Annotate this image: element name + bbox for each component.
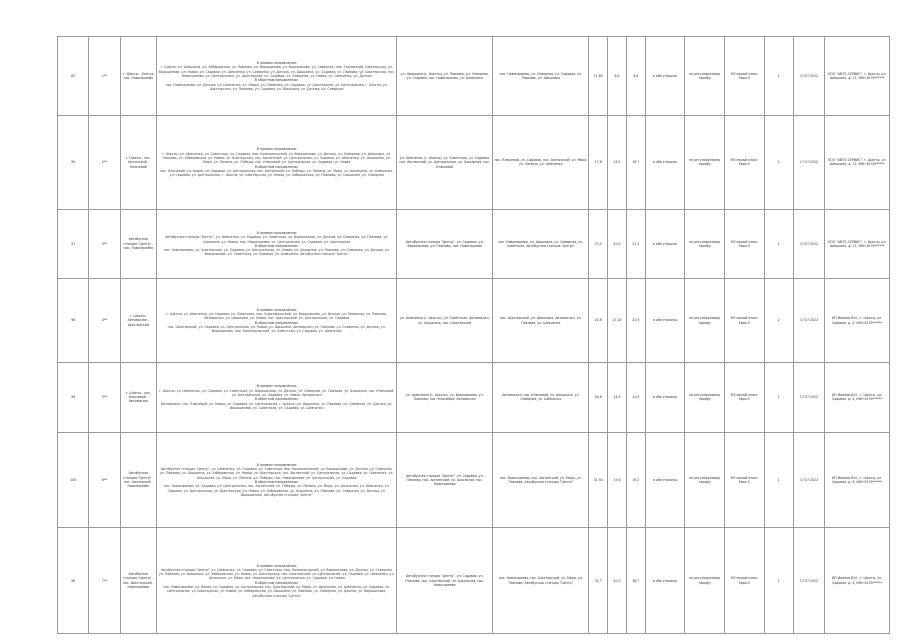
boarding-order: в обе стороны: [645, 528, 685, 634]
length-km: 11,60: [589, 37, 608, 116]
stops-direct: Автобусная станция "Центр", ул. Садовая, ул. Павлова, пос. Шахтерский, ул. Школьная, пос. Новогиреево: [397, 528, 493, 634]
vehicle-qty: 1: [764, 116, 793, 210]
route-reverse-header: В обратном направлении:: [254, 580, 299, 585]
carrier-info: ИП Иванов И.И., г. Шахты, ул. Садовая, д. 4, ИНН 6155******: [825, 528, 890, 634]
route-direct-header: В прямом направлении:: [256, 384, 297, 389]
fare-type: по регулируемому тарифу: [685, 528, 725, 634]
route-direct-text: Автобусная станция "Центр", ул. Шевченко, ул. Садовая, ул. Советская, ул. Ворошилова, ул. Дачная, ул. Северная, ул. Павлова, ул. Шишкина, ул. Новая, пос. Новогиреево: ул. Центральная, ул. Садовая, ул. Шахтерская: [165, 235, 389, 244]
route-id: 5**: [89, 363, 120, 433]
table-row: [58, 432, 890, 528]
table-row: [58, 279, 890, 363]
table-row: [58, 209, 890, 279]
length-km-3: 19,2: [626, 432, 645, 528]
length-km: 31,94: [589, 432, 608, 528]
route-id: 6**: [89, 432, 120, 528]
vehicle-class: М3 малый класс Евро-5: [724, 432, 764, 528]
table-row: [58, 363, 890, 433]
route-direct-text: г. Шахты: ул. Шевченко, ул. Садовая, ул. Советская, пер. Комсомольский, ул. Ворошилова, ул. Дачная, ул. Северная, ул. Павлова, Автовокзал, ул. Шишкина, ул. Новая, пос. Шахтерский: ул. Центральная, ул. Садовая: [166, 311, 387, 321]
route-name: г. Шахты - пос. Аютинский - Ключевой: [120, 116, 157, 210]
route-description: [157, 116, 397, 210]
route-description: [157, 432, 397, 528]
length-km: 23,5: [589, 209, 608, 279]
route-direct-header: В прямом направлении:: [256, 307, 297, 312]
start-date: 17.07.2022: [793, 279, 824, 363]
route-direct-header: В прямом направлении:: [256, 61, 297, 66]
route-direct-header: В прямом направлении:: [256, 147, 297, 152]
boarding-order: в обе стороны: [645, 363, 685, 433]
route-direct-text: г. Шахты: ул. Шишкина, ул. Хабаровская, ул. Павлова, ул. Ворошилова, ул. Ворошилова, ул. Северная, пер. Грачевский, Шахтерская, ул. Ворошилова, ул. Новая, ул. Садовая, ул. Шевченко, ул. Северная, ул. Дачная, ул. Шишкина, ул. Садовая, ул. Павлова, ул. Шахтерская, пос. Новогиреево: ул. Центральная, ул. Шахтерская, ул. Садовая, ул. Северная, ул. Новая, ул. Шевченко, ул. Дачная: [158, 65, 395, 78]
start-date: 17.07.2022: [793, 528, 824, 634]
length-km-3: 22,9: [626, 279, 645, 363]
stops-direct: ул. Шевченко (г. Шахты), ул. Ворошилова, ул. Павлова, пос. Ключевой, Автовокзал: [397, 363, 493, 433]
route-reverse-text: пос. Новогиреево: ул. Садовая, ул. Центральная, пос. Аютинский: ул. Победы, ул. Ленина, ул. Мира, ул. Школьная, ул. Шевченко, ул. Садовая, ул. Центральная, ул. Шахтерская, ул. Новая, ул. Хабаровская, ул. Шишкина, ул. Павлова, ул. Северная, ул. Дачная, ул. Ворошилова, Автобусная станция "Центр": [163, 484, 390, 497]
row-number: 98: [58, 279, 89, 363]
vehicle-qty: 1: [764, 209, 793, 279]
carrier-info: ООО "АВТО-СЕРВИС", г. Шахты, ул. Шишкина, д. 12, ИНН 6155******: [825, 116, 890, 210]
route-direct-header: В прямом направлении:: [256, 462, 297, 467]
length-km-3: 21,5: [626, 209, 645, 279]
fare-type: по регулируемому тарифу: [685, 209, 725, 279]
route-reverse-header: В обратном направлении:: [254, 397, 299, 402]
stops-reverse: пос. Ключевой, ул. Садовая, пос. Аютинский, ул. Мира, ул. Ленина, ул. Шевченко: [493, 116, 589, 210]
fare-type: по регулируемому тарифу: [685, 116, 725, 210]
length-km-2: 16,5: [608, 116, 627, 210]
route-reverse-text: пос. Шахтерский: ул. Садовая, ул. Центральная, ул. Новая, ул. Шишкина, Автовокзал, ул. Павлова, ул. Северная, ул. Дачная, ул. Ворошилова, пер. Комсомольский, ул. Советская, ул. Садовая, ул. Шевченко: [167, 324, 386, 334]
length-km: 32,7: [589, 528, 608, 634]
row-number: 95: [58, 116, 89, 210]
route-id: 2**: [89, 116, 120, 210]
carrier-info: ИП Иванов И.И., г. Шахты, ул. Садовая, д. 4, ИНН 6155******: [825, 432, 890, 528]
table-row: [58, 37, 890, 116]
stops-reverse: пос. Новогиреево, пос. Аютинский, ул. Мира, ул. Павлова, Автобусная станция "Центр": [493, 432, 589, 528]
route-description: [157, 209, 397, 279]
boarding-order: в обе стороны: [645, 432, 685, 528]
length-km: 26,6: [589, 363, 608, 433]
route-name: Автобусная станция "Центр" - пос. Новогиреево: [120, 209, 157, 279]
start-date: 17.07.2022: [793, 432, 824, 528]
boarding-order: в обе стороны: [645, 279, 685, 363]
carrier-info: ИП Иванов И.И., г. Шахты, ул. Садовая, д. 4, ИНН 6155******: [825, 279, 890, 363]
route-id: 1**: [89, 37, 120, 116]
vehicle-qty: 1: [764, 432, 793, 528]
vehicle-qty: 1: [764, 528, 793, 634]
carrier-info: ООО "АВТО-СЕРВИС", г. Шахты, ул. Шишкина, д. 12, ИНН 6155******: [825, 209, 890, 279]
route-reverse-text: Автовокзал, пос. Ключевой: ул. Новая, ул. Садовая, ул. Центральная, г. Шахты: ул. Шишкина, ул. Павлова, ул. Северная, ул. Дачная, ул. Ворошилова, ул. Советская, ул. Садовая, ул. Шевченко: [161, 401, 393, 410]
stops-direct: ул. Шевченко (г. Шахты), ул. Советская, ул. Садовая, пос. Аютинский, ул. Центральная, ул. Школьная, пос. Ключевой: [397, 116, 493, 210]
route-name: г. Шахты - пос. Ключевой - Автовокзал: [120, 363, 157, 433]
table-row: [58, 528, 890, 634]
boarding-order: в обе стороны: [645, 209, 685, 279]
row-number: 99: [58, 363, 89, 433]
vehicle-class: М3 малый класс Евро-5: [724, 279, 764, 363]
length-km-2: 19,6: [608, 432, 627, 528]
route-id: 4**: [89, 279, 120, 363]
stops-reverse: пос. Новогиреево, ул. Северная, ул. Садовая, ул. Павлова, ул. Шишкина: [493, 37, 589, 116]
route-direct-text: Автобусная станция "Центр", ул. Шевченко, ул. Садовая, ул. Советская, пер. Комсомольский, ул. Ворошилова, ул. Дачная, ул. Северная, ул. Павлова, ул. Шишкина, ул. Хабаровская, ул. Новая, ул. Шахтерская, пос. Шахтерский: ул. Центральная, ул. Садовая, ул. Шевченко, ул. Школьная, ул. Мира, пос. Новогиреево: ул. Центральная, ул. Садовая, ул. Новая: [158, 567, 395, 581]
fare-type: по регулируемому тарифу: [685, 37, 725, 116]
length-km-3: 9,6: [626, 37, 645, 116]
length-km-2: 8,6: [608, 37, 627, 116]
vehicle-qty: 2: [764, 279, 793, 363]
carrier-info: ООО "АВТО-СЕРВИС", г. Шахты, ул. Шишкина, д. 12, ИНН 6155******: [825, 37, 890, 116]
route-reverse-header: В обратном направлении:: [254, 479, 299, 484]
route-description: [157, 279, 397, 363]
vehicle-class: М3 малый класс Евро-5: [724, 209, 764, 279]
vehicle-qty: 1: [764, 37, 793, 116]
stops-direct: Автобусная станция "Центр", ул. Садовая, ул. Павлова, пос. Аютинский, ул. Школьная, пос. Новогиреево: [397, 432, 493, 528]
route-reverse-text: пос. Ключевой: ул. Новая, ул. Садовая, ул. Центральная, пос. Аютинский: ул. Победы, ул. Ленина, ул. Мира, ул. Школьная, ул. Шевченко, ул. Садовая, ул. Центральная, г. Шахты: ул. Шахтерская, ул. Новая, ул. Хабаровская, ул. Павлова, ул. Шишкина, ул. Северная: [160, 168, 394, 178]
length-km-3: 36,7: [626, 528, 645, 634]
row-number: 97: [58, 209, 89, 279]
route-reverse-header: В обратном направлении:: [254, 78, 299, 83]
fare-type: по регулируемому тарифу: [685, 279, 725, 363]
start-date: 17.07.2022: [793, 37, 824, 116]
route-reverse-text: пос. Новогиреево: ул. Дачная, ул. Шевченко, ул. Новая, ул. Северная, ул. Садовая, ул. Шахтерская, ул. Центральная, г. Шахты: ул. Шахтерская, ул. Павлова, ул. Садовая, ул. Шишкина, ул. Дачная, ул. Северная: [165, 82, 388, 91]
table-row: [58, 116, 890, 210]
row-number: 96: [58, 528, 89, 634]
length-km: 17,6: [589, 116, 608, 210]
length-km: 24,6: [589, 279, 608, 363]
vehicle-class: М3 малый класс Евро-5: [724, 528, 764, 634]
route-name: Автобусная станция "Центр" - пос. Шахтерский - Новогиреево: [120, 528, 157, 634]
stops-direct: ул. Шевченко (г. Шахты), ул. Советская, Автовокзал, ул. Шишкина, пос. Шахтерский: [397, 279, 493, 363]
stops-direct: ул. Шишкина (г. Шахты), ул. Павлова, ул. Северная, ул. Садовая, пос. Новогиреево, ул. Шевченко: [397, 37, 493, 116]
route-direct-text: г. Шахты: ул. Шевченко, ул. Советская, ул. Садовая, пер. Комсомольский, ул. Ворошилова, ул. Дачная, ул. Северная, ул. Шишкина, ул. Павлова, ул. Хабаровская, ул. Новая, ул. Шахтерская, пос. Аютинский: ул. Центральная, ул. Садовая, ул. Шевченко, ул. Школьная, ул. Мира, ул. Ленина, ул. Победы, пос. Ключевой: ул. Центральная, ул. Садовая, ул. Новая: [162, 151, 392, 165]
fare-type: по регулируемому тарифу: [685, 432, 725, 528]
route-reverse-header: В обратном направлении:: [254, 164, 299, 169]
route-description: [157, 528, 397, 634]
stops-reverse: Автовокзал, пос. Ключевой, ул. Шишкина, ул. Северная, ул. Шевченко: [493, 363, 589, 433]
length-km-2: 40,0: [608, 528, 627, 634]
route-reverse-text: пос. Новогиреево: ул. Новая, ул. Садовая, ул. Центральная, пос. Шахтерский: ул. Мира, ул. Школьная, ул. Шевченко, ул. Садовая, ул. Центральная, ул. Шахтерская, ул. Новая, ул. Хабаровская, ул. Шишкина, ул. Павлова, ул. Северная, ул. Дачная, ул. Ворошилова, Автобусная станция "Центр": [163, 585, 391, 598]
row-number: 82: [58, 37, 89, 116]
route-reverse-header: В обратном направлении:: [254, 243, 299, 248]
vehicle-class: М3 малый класс Евро-5: [724, 116, 764, 210]
stops-reverse: пос. Шахтерский, ул. Шишкина, Автовокзал, ул. Павлова, ул. Шевченко: [493, 279, 589, 363]
route-direct-text: Автобусная станция "Центр", ул. Шевченко, ул. Садовая, ул. Советская, пер. Комсомольский, ул. Ворошилова, ул. Дачная, ул. Северная, ул. Павлова, ул. Шишкина, ул. Хабаровская, ул. Новая, ул. Шахтерская, пос. Аютинский: ул. Центральная, ул. Садовая, ул. Шевченко, ул. Школьная, ул. Мира, ул. Ленина, ул. Победы, пос. Новогиреево: ул. Центральная, ул. Садовая: [160, 467, 394, 480]
stops-reverse: пос. Новогиреево, пос. Шахтерский, ул. Мира, ул. Павлова, Автобусная станция "Центр": [493, 528, 589, 634]
route-direct-text: г. Шахты: ул. Шевченко, ул. Садовая, ул. Советская, ул. Ворошилова, ул. Дачная, ул. Северная, ул. Павлова, ул. Шишкина, пос. Ключевой: ул. Центральная, ул. Садовая, ул. Новая, Автовокзал: [159, 388, 395, 397]
route-description: [157, 37, 397, 116]
start-date: 17.07.2022: [793, 116, 824, 210]
fare-type: по регулируемому тарифу: [685, 363, 725, 433]
length-km-2: 17,20: [608, 279, 627, 363]
route-id: 7**: [89, 528, 120, 634]
route-direct-header: В прямом направлении:: [256, 563, 297, 568]
route-name: г. Шахты - Автовокзал - Шахтерский: [120, 279, 157, 363]
route-name: г. Шахты - Кантур пос. Новогиреево: [120, 37, 157, 116]
route-description: [157, 363, 397, 433]
route-direct-header: В прямом направлении:: [256, 230, 297, 235]
row-number: 100: [58, 432, 89, 528]
vehicle-class: М3 малый класс Евро-5: [724, 37, 764, 116]
routes-table: [57, 36, 890, 634]
vehicle-class: М3 малый класс Евро-5: [724, 363, 764, 433]
stops-reverse: пос. Новогиреево, ул. Шишкина, ул. Северная, ул. Советская, Автобусная станция "Центр": [493, 209, 589, 279]
length-km-3: 18,7: [626, 116, 645, 210]
length-km-2: 14,3: [608, 363, 627, 433]
route-reverse-text: пос. Новогиреево: ул. Шахтерская, ул. Садовая, ул. Центральная, ул. Новая, ул. Шишкина, ул. Павлова, ул. Северная, ул. Дачная, ул. Ворошилова, ул. Советская, ул. Садовая, ул. Шевченко, Автобусная станция "Центр": [163, 248, 390, 257]
start-date: 17.07.2022: [793, 209, 824, 279]
vehicle-qty: 1: [764, 363, 793, 433]
length-km-2: 20,0: [608, 209, 627, 279]
route-name: Автобусная станция "Центр" - пос. Аютинский - Новогиреево: [120, 432, 157, 528]
route-reverse-header: В обратном направлении:: [254, 320, 299, 325]
length-km-3: 14,9: [626, 363, 645, 433]
boarding-order: в обе стороны: [645, 116, 685, 210]
carrier-info: ИП Иванов И.И., г. Шахты, ул. Садовая, д. 4, ИНН 6155******: [825, 363, 890, 433]
boarding-order: в обе стороны: [645, 37, 685, 116]
stops-direct: Автобусная станция "Центр", ул. Садовая, ул. Ворошилова, ул. Павлова, пос. Новогиреево: [397, 209, 493, 279]
route-id: 3**: [89, 209, 120, 279]
start-date: 17.07.2022: [793, 363, 824, 433]
